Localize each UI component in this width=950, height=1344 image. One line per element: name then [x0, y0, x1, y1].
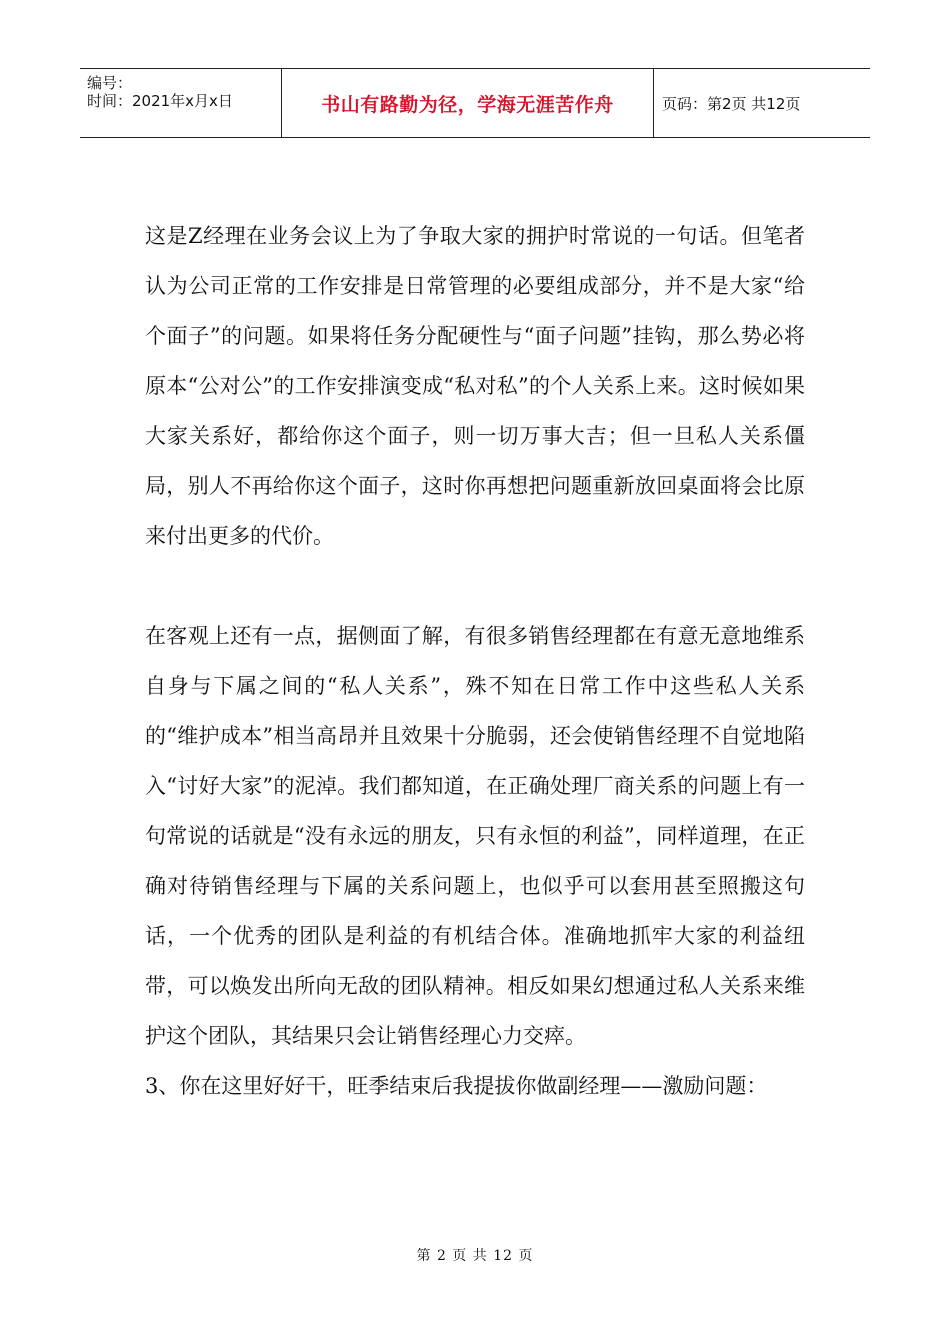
paragraph: 在客观上还有一点，据侧面了解，有很多销售经理都在有意无意地维系自身与下属之间的“私人关系”，殊不知在日常工作中这些私人关系的“维护成本”相当高昂并且效果十分脆弱，还会使销售经理不自觉地陷入“讨好大家”的泥淖。我们都知道，在正确处理厂商关系的问题上有一句常说的话就是“没有永远的朋友，只有永恒的利益”，同样道理，在正确对待销售经理与下属的关系问题上，也似乎可以套用甚至照搬这句话，一个优秀的团队是利益的有机结合体。准确地抓牢大家的利益纽带，可以焕发出所向无敌的团队精神。相反如果幻想通过私人关系来维护这个团队，其结果只会让销售经理心力交瘁。: [145, 624, 805, 1048]
number-label: 编号：: [87, 74, 133, 92]
page-footer: [0, 1245, 950, 1265]
footer-page-number: 第 2 页 共 12 页: [416, 1248, 534, 1264]
paragraph: 这是Z经理在业务会议上为了争取大家的拥护时常说的一句话。但笔者认为公司正常的工作安排是日常管理的必要组成部分，并不是大家“给个面子”的问题。如果将任务分配硬性与“面子问题”挂钩，那么势必将原本“公对公”的工作安排演变成“私对私”的个人关系上来。这时候如果大家关系好，都给你这个面子，则一切万事大吉；但一旦私人关系僵局，别人不再给你这个面子，这时你再想把问题重新放回桌面将会比原来付出更多的代价。: [145, 224, 805, 548]
header-motto-cell: [282, 69, 654, 137]
section-heading: 3、你在这里好好干，旺季结束后我提拔你做副经理——激励问题：: [145, 1074, 768, 1098]
motto-text: 书山有路勤为径，学海无涯苦作舟: [321, 93, 614, 116]
time-label: 时间：2021年x月x日: [87, 92, 233, 110]
document-body: [145, 211, 805, 1111]
header-page-info: 页码：第2页 共12页: [662, 94, 801, 113]
header-page-cell: [654, 69, 870, 137]
header-meta: [80, 69, 282, 137]
page-header: [80, 68, 870, 138]
